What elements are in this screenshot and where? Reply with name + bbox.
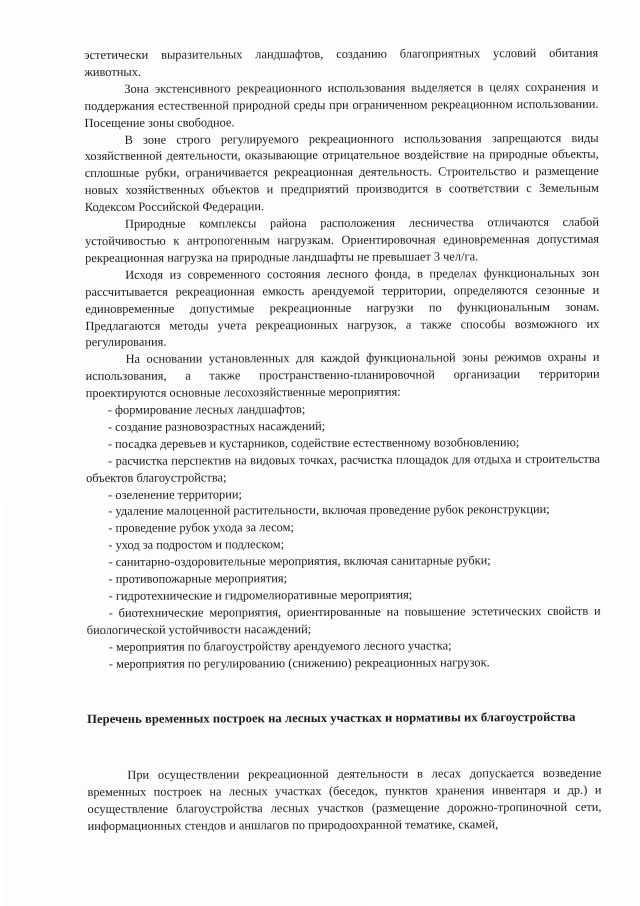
list-item: - проведение рубок ухода за лесом; <box>108 520 294 536</box>
forestry-measures-list <box>86 400 601 673</box>
paragraph-temporary-buildings: При осуществлении рекреационной деятельности в лесах допускается возведение временных построек на лесных участках (беседок, пунктов хранения инвентаря и др.) и осуществление благоустройства лесных участков (размещение дорожно-тропиночной сети, информационных стендов и аншлагов по природоохранной тематике, скамей, <box>87 766 602 834</box>
list-item: - противопожарные мероприятия; <box>108 571 288 587</box>
list-item: - расчистка перспектив на видовых точках, расчистка площадок для отдыха и строительства объектов благоустройства; <box>86 451 601 485</box>
list-item: - гидротехнические и гидромелиоративные мероприятия; <box>108 587 413 603</box>
list-item: - биотехнические мероприятия, ориентированные на повышение эстетических свойств и биологической устойчивости насаждений; <box>86 603 601 637</box>
paragraph-regulated-zone: В зоне строго регулируемого рекреационного использования запрещаются виды хозяйственной деятельности, оказывающие отрицательное воздействие на природные объекты, сплошные рубки, ограничивается рекреационная деятельность. Строительство и размещение новых хозяйственных объектов и предприятий производится в соответствии с Земельным Кодексом Российской Федерации. <box>84 130 599 215</box>
list-item: - озеленение территории; <box>108 486 242 502</box>
list-item: - создание разновозрастных насаждений; <box>107 418 326 434</box>
list-item: - санитарно-оздоровительные мероприятия, включая санитарные рубки; <box>108 553 491 570</box>
paragraph-continuation: эстетически выразительных ландшафтов, созданию благоприятных условий обитания животных. <box>84 45 599 79</box>
section-heading: Перечень временных построек на лесных участках и нормативы их благоустройства <box>87 709 576 726</box>
list-item: - мероприятия по благоустройству арендуемого лесного участка; <box>108 638 452 654</box>
list-item: - уход за подростом и подлеском; <box>108 537 285 553</box>
paragraph-extensive-zone: Зона экстенсивного рекреационного использования выделяется в целях сохранения и поддержания естественной природной среды при ограниченном рекреационном использовании. Посещение зоны свободное. <box>84 79 599 130</box>
list-item: - посадка деревьев и кустарников, содействие естественному возобновлению; <box>107 434 520 451</box>
list-item: - мероприятия по регулированию (снижению) рекреационных нагрузок. <box>108 654 490 671</box>
paragraph-measures-intro: На основании установленных для каждой функциональной зоны режимов охраны и использования, а также пространственно-планировочной организации территории проектируются основные лесохозяйственные мероприятия: <box>85 350 600 401</box>
list-item: - формирование лесных ландшафтов; <box>107 402 306 417</box>
paragraph-recreational-capacity: Исходя из современного состояния лесного фонда, в пределах функциональных зон рассчитывается рекреационная емкость арендуемой территории, определяются сезонные и единовременные допустимые рекреационные нагрузки по функциональным зонам. Предлагаются методы учета рекреационных нагрузок, а также способы возможного их регулирования. <box>85 265 600 350</box>
list-item: - удаление малоценной растительности, включая проведение рубок реконструкции; <box>108 502 550 519</box>
paragraph-natural-complexes: Природные комплексы района расположения лесничества отличаются слабой устойчивостью к антропогенным нагрузкам. Ориентировочная единовременная допустимая рекреационная нагрузка на природные ландшафты не превышает 3 чел/га. <box>85 214 600 265</box>
